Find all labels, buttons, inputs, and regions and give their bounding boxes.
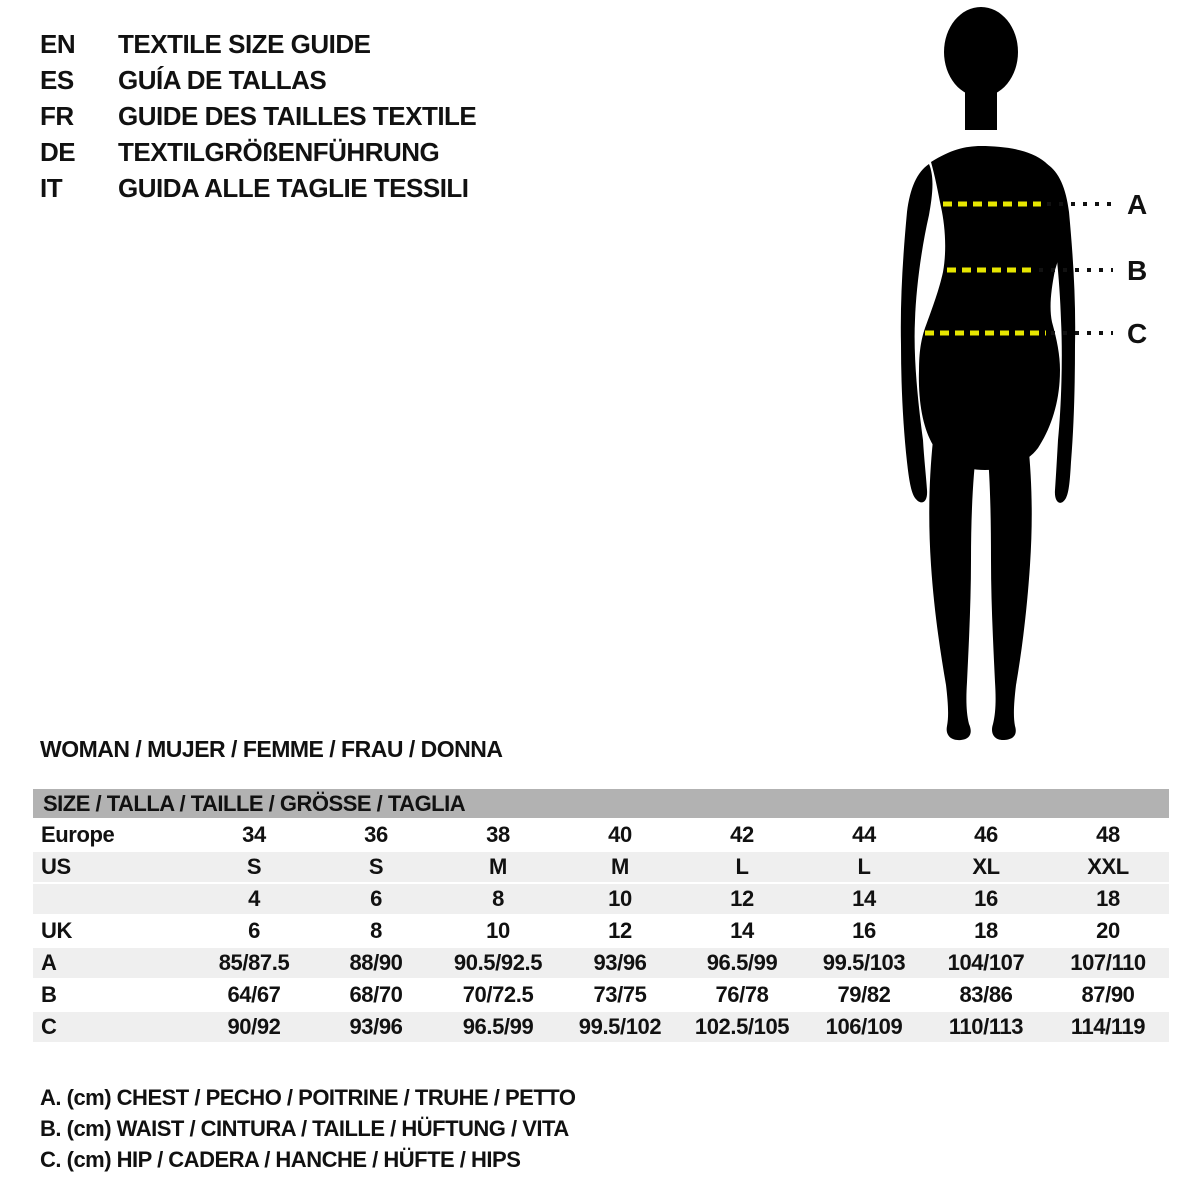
table-cell: 12 — [608, 918, 632, 943]
table-cell: 93/96 — [349, 1014, 403, 1039]
table-cell: M — [611, 854, 629, 879]
language-label: TEXTILE SIZE GUIDE — [118, 29, 371, 59]
measurement-figure — [855, 0, 1200, 750]
language-row — [40, 62, 476, 98]
row-label: A — [41, 950, 57, 975]
table-row-hip-c — [33, 1012, 1169, 1042]
table-cell: S — [246, 854, 262, 879]
language-code: IT — [40, 173, 63, 203]
table-cell: 36 — [364, 822, 388, 847]
marker-label-b: B — [1127, 255, 1148, 286]
table-cell: 106/109 — [825, 1014, 903, 1039]
table-cell: 12 — [730, 886, 754, 911]
table-cell: 99.5/102 — [578, 1014, 662, 1039]
language-row — [40, 98, 476, 134]
table-cell: 16 — [974, 886, 998, 911]
table-cell: 4 — [248, 886, 260, 911]
table-cell: 79/82 — [837, 982, 891, 1007]
table-cell: 93/96 — [593, 950, 647, 975]
marker-label-c: C — [1127, 318, 1148, 349]
table-row-europe — [33, 820, 1169, 850]
size-table — [33, 789, 1169, 1042]
row-label: UK — [41, 918, 72, 943]
table-cell: 85/87.5 — [218, 950, 290, 975]
table-cell: 48 — [1096, 822, 1120, 847]
table-cell: S — [368, 854, 384, 879]
table-cell: 107/110 — [1070, 950, 1146, 975]
table-cell: 18 — [1096, 886, 1120, 911]
language-label: GUIDE DES TAILLES TEXTILE — [118, 101, 477, 131]
row-label: C — [41, 1014, 57, 1039]
table-cell: M — [489, 854, 507, 879]
table-cell: 8 — [492, 886, 504, 911]
language-label: GUIDA ALLE TAGLIE TESSILI — [118, 173, 469, 203]
language-guide-block — [40, 26, 476, 206]
legend-line-waist: B. (cm) WAIST / CINTURA / TAILLE / HÜFTUNG / VITA — [40, 1116, 569, 1141]
table-cell: 104/107 — [947, 950, 1025, 975]
table-cell: 42 — [730, 822, 754, 847]
table-cell: 68/70 — [349, 982, 403, 1007]
table-cell: 6 — [248, 918, 260, 943]
table-cell: 10 — [486, 918, 510, 943]
language-code: FR — [40, 101, 74, 131]
table-cell: 38 — [486, 822, 510, 847]
table-cell: 20 — [1096, 918, 1120, 943]
table-row-chest-a — [33, 948, 1169, 978]
row-label: US — [41, 854, 71, 879]
table-cell: 96.5/99 — [706, 950, 778, 975]
row-label — [33, 884, 193, 914]
table-cell: 6 — [370, 886, 382, 911]
size-table-header: SIZE / TALLA / TAILLE / GRÖSSE / TAGLIA — [33, 789, 1169, 818]
table-cell: 14 — [730, 918, 754, 943]
legend-line-chest: A. (cm) CHEST / PECHO / POITRINE / TRUHE / PETTO — [40, 1085, 576, 1110]
table-cell: 83/86 — [959, 982, 1013, 1007]
table-cell: 102.5/105 — [694, 1014, 790, 1039]
marker-label-a: A — [1127, 189, 1148, 220]
woman-silhouette — [901, 7, 1075, 740]
table-cell: 90.5/92.5 — [453, 950, 543, 975]
table-cell: 76/78 — [715, 982, 769, 1007]
table-cell: 70/72.5 — [462, 982, 534, 1007]
table-cell: 16 — [852, 918, 876, 943]
language-row — [40, 134, 476, 170]
legend-line-hip: C. (cm) HIP / CADERA / HANCHE / HÜFTE / HIPS — [40, 1147, 521, 1172]
table-cell: 8 — [370, 918, 382, 943]
section-title: WOMAN / MUJER / FEMME / FRAU / DONNA — [40, 736, 503, 762]
table-cell: 46 — [974, 822, 998, 847]
table-cell: 40 — [608, 822, 632, 847]
row-label: B — [41, 982, 57, 1007]
language-row — [40, 170, 476, 206]
language-code: DE — [40, 137, 76, 167]
table-cell: 87/90 — [1081, 982, 1135, 1007]
table-cell: L — [735, 854, 749, 879]
language-row — [40, 26, 476, 62]
table-cell: 99.5/103 — [822, 950, 906, 975]
table-cell: 10 — [608, 886, 632, 911]
table-cell: 64/67 — [227, 982, 281, 1007]
table-cell: L — [857, 854, 871, 879]
row-label: Europe — [41, 822, 115, 847]
table-cell: 96.5/99 — [462, 1014, 534, 1039]
language-code: EN — [40, 29, 76, 59]
table-cell: 34 — [242, 822, 266, 847]
table-row-uk — [33, 916, 1169, 946]
table-cell: XXL — [1087, 854, 1129, 879]
table-row-us — [33, 852, 1169, 882]
language-code: ES — [40, 65, 74, 95]
table-cell: 110/113 — [948, 1014, 1024, 1039]
table-row-waist-b — [33, 980, 1169, 1010]
measurement-legend — [40, 1082, 575, 1175]
table-cell: 18 — [974, 918, 998, 943]
table-row-us-numeric — [33, 884, 1169, 914]
table-cell: XL — [972, 854, 1000, 879]
table-cell: 114/119 — [1070, 1014, 1146, 1039]
language-label: TEXTILGRÖßENFÜHRUNG — [118, 137, 440, 167]
woman-silhouette-svg — [855, 0, 1200, 750]
table-cell: 44 — [852, 822, 876, 847]
table-cell: 88/90 — [349, 950, 403, 975]
table-cell: 14 — [852, 886, 876, 911]
language-label: GUÍA DE TALLAS — [118, 65, 327, 95]
table-cell: 90/92 — [227, 1014, 281, 1039]
table-cell: 73/75 — [593, 982, 647, 1007]
